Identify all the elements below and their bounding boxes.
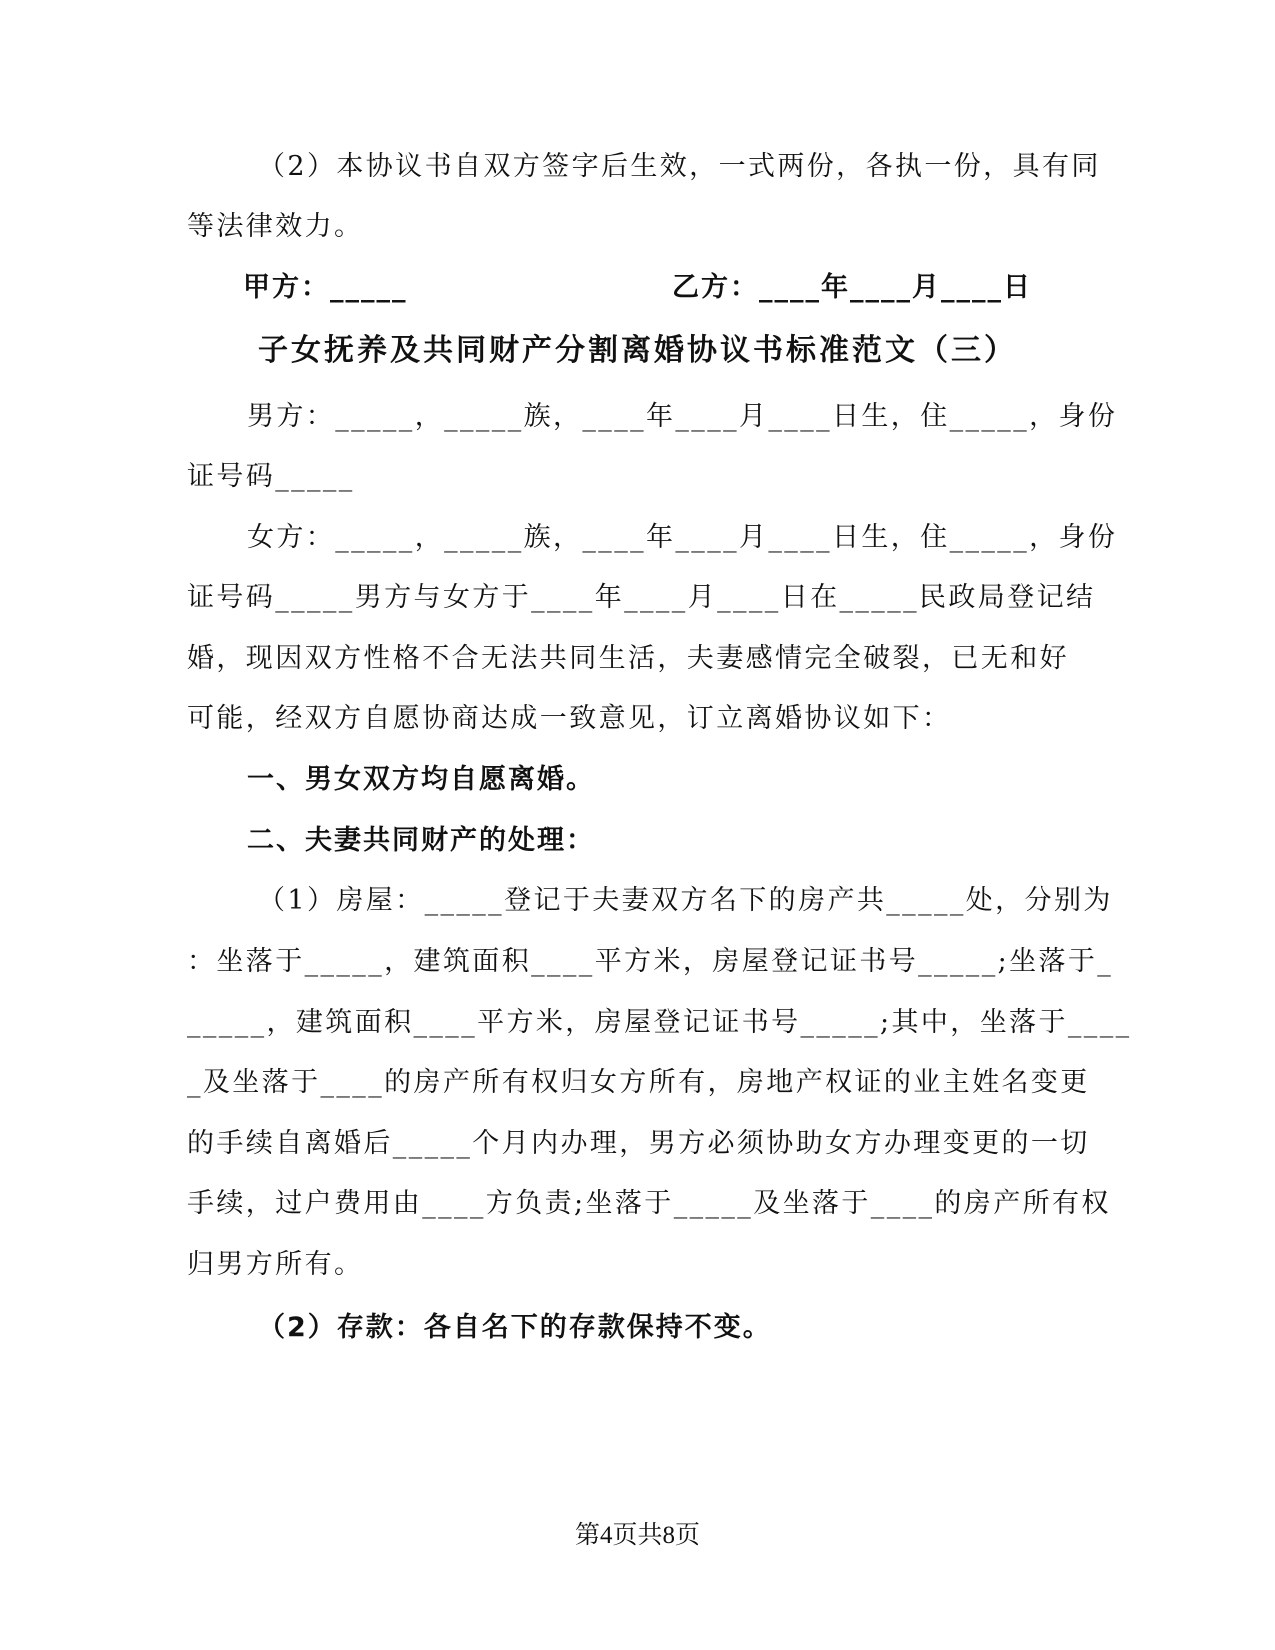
- housing-line-7: 归男方所有。: [187, 1249, 364, 1280]
- housing-line-5: 的手续自离婚后_____个月内办理，男方必须协助女方办理变更的一切: [187, 1128, 1090, 1159]
- male-party-line-2: 证号码_____: [187, 461, 355, 492]
- housing-line-6: 手续，过户费用由____方负责;坐落于_____及坐落于____的房产所有权: [187, 1188, 1111, 1219]
- article-1: 一、男女双方均自愿离婚。: [247, 764, 595, 795]
- signature-party-b-date: 乙方：____年____月____日: [672, 272, 1032, 303]
- housing-line-2: ：坐落于_____，建筑面积____平方米，房屋登记证书号_____;坐落于_: [187, 946, 1114, 977]
- clause-2-line-1: （2）本协议书自双方签字后生效，一式两份，各执一份，具有同: [258, 151, 1101, 182]
- female-party-line-1: 女方：_____，_____族，____年____月____日生，住_____，身份: [247, 522, 1118, 553]
- female-party-line-2: 证号码_____男方与女方于____年____月____日在_____民政局登记结: [187, 582, 1096, 613]
- page-indicator: 第4页共8页: [574, 1522, 700, 1549]
- clause-2-line-2: 等法律效力。: [187, 211, 364, 242]
- housing-line-4: _及坐落于____的房产所有权归女方所有，房地产权证的业主姓名变更: [187, 1067, 1090, 1098]
- female-party-line-4: 可能，经双方自愿协商达成一致意见，订立离婚协议如下：: [187, 703, 952, 734]
- article-2-heading: 二、夫妻共同财产的处理：: [247, 825, 595, 856]
- female-party-line-3: 婚，现因双方性格不合无法共同生活，夫妻感情完全破裂，已无和好: [187, 643, 1069, 674]
- male-party-line-1: 男方：_____，_____族，____年____月____日生，住_____，身份: [247, 401, 1118, 432]
- housing-line-1: （1）房屋：_____登记于夫妻双方名下的房产共_____处，分别为: [258, 885, 1113, 916]
- signature-party-a: 甲方：_____: [243, 272, 408, 303]
- housing-line-3: _____，建筑面积____平方米，房屋登记证书号_____;其中，坐落于____: [187, 1007, 1132, 1038]
- section-title: 子女抚养及共同财产分割离婚协议书标准范文（三）: [258, 333, 1017, 368]
- deposits-clause: （2）存款：各自名下的存款保持不变。: [258, 1312, 772, 1343]
